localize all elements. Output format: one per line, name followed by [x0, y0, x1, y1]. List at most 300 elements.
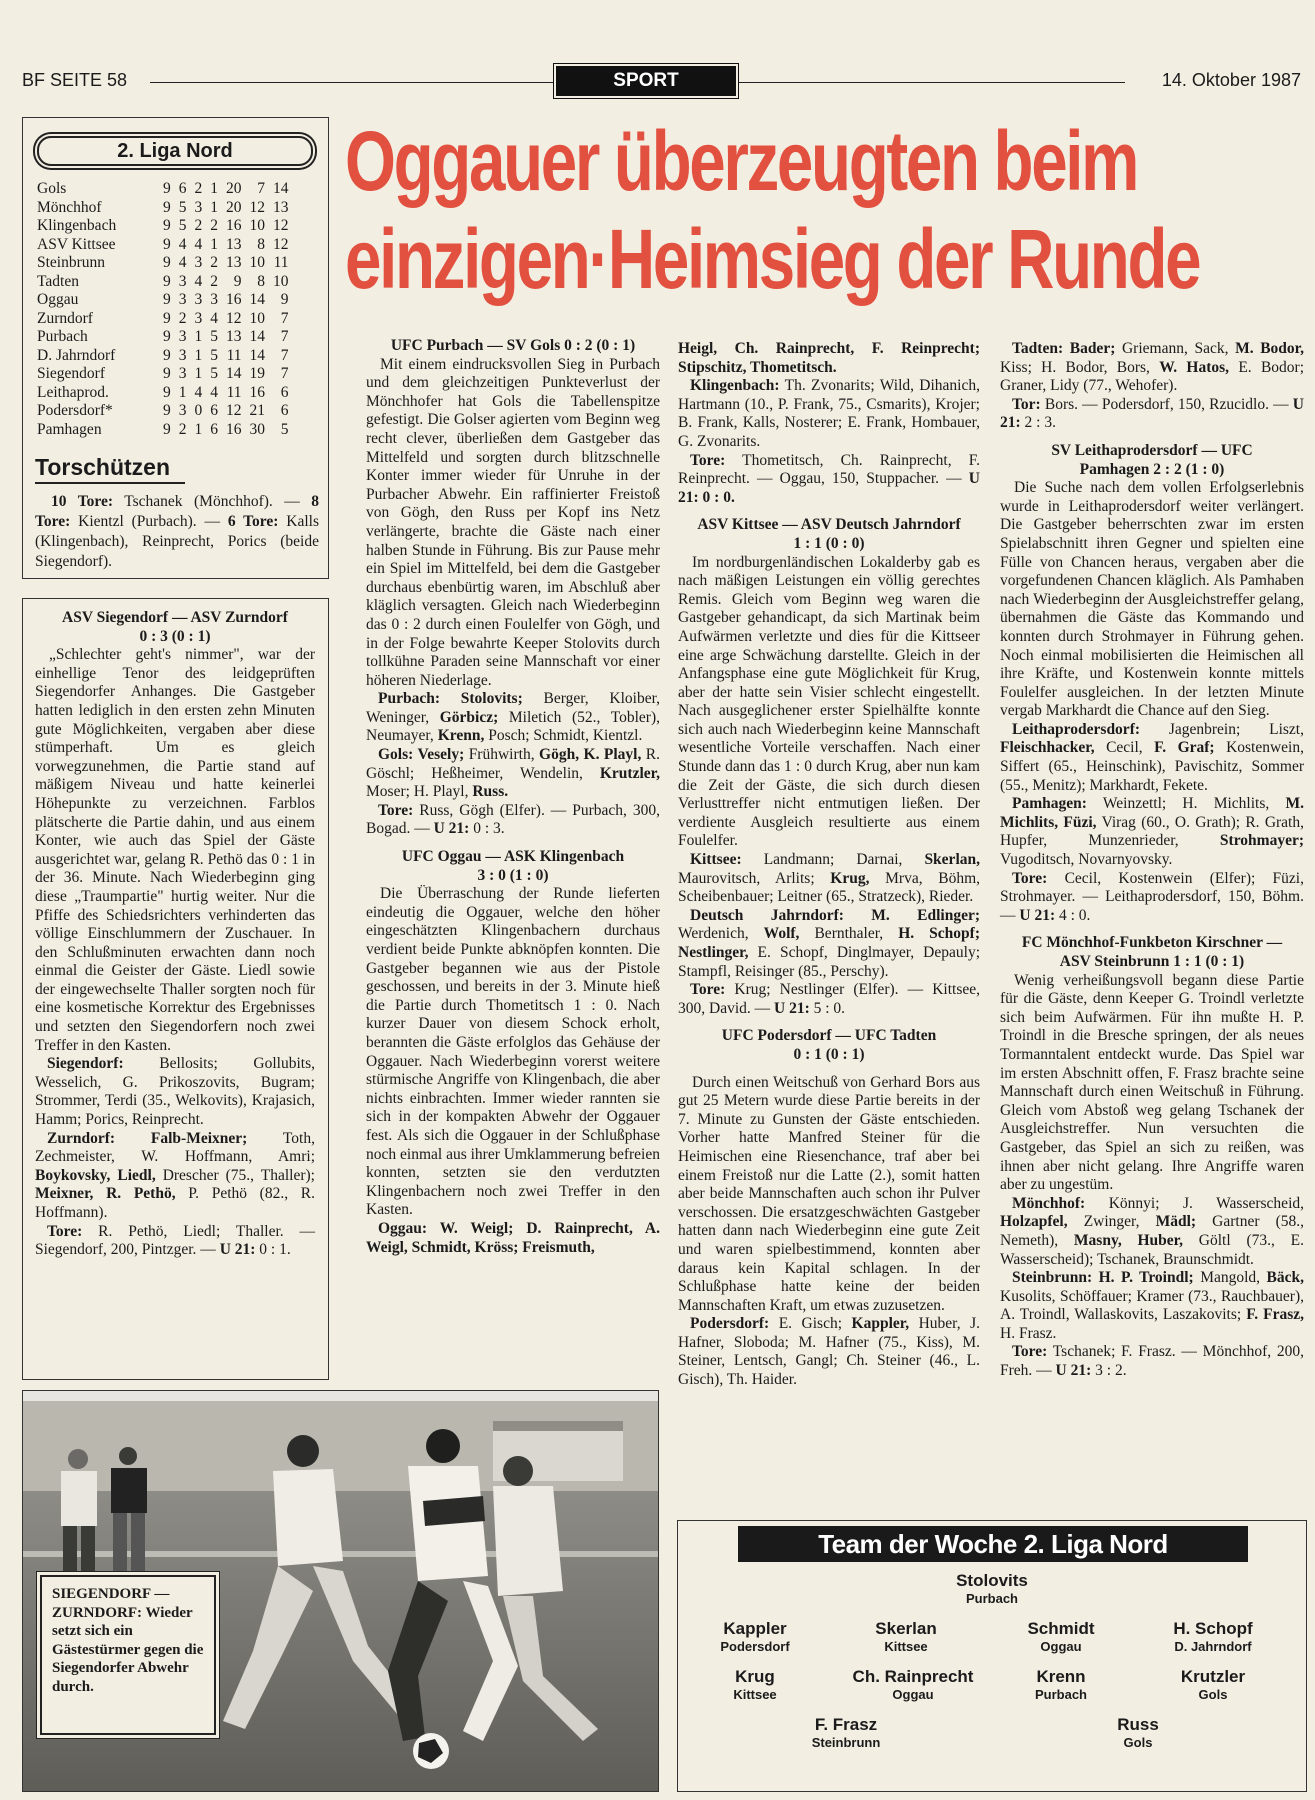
lineup-team: Pamhagen: [1012, 795, 1087, 813]
lineup-players: Th. Zvonarits; Wild, Dihanich, Hartmann (10., P. Frank, 75., Csmarits), Krojer; B. Frank, Kalls, Nosterer; E. Frank, Hombauer, G. Zvonarits. [678, 377, 980, 450]
stat-cell: 9 [163, 217, 171, 234]
goals-text: Krug; Nestlinger (Elfer). — Kittsee, 300, David. — [678, 981, 980, 1017]
player-club: Kittsee [733, 1687, 777, 1702]
team-name: Pamhagen [37, 420, 102, 438]
lineup-players: Könnyi; J. Wasserscheid, [1085, 1194, 1304, 1212]
player-name: Kappler [723, 1619, 787, 1638]
standings-row [35, 421, 293, 440]
stat-cell: 1 [194, 365, 203, 382]
stat-cell: 5 [210, 346, 218, 364]
stat-cell: 7 [280, 328, 289, 345]
lineup-players: Kusolits, Schöffauer; Kramer (73., Rauchbauer), A. Troindl, Wallaskovits, Laszakovits; [1000, 1287, 1304, 1324]
scorers-b1: 10 Tore: [51, 493, 114, 510]
stat-cell: 2 [210, 254, 218, 271]
stat-cell: 14 [226, 365, 242, 382]
lineup-players: H. Frasz. [1000, 1324, 1057, 1342]
player-club: D. Jahrndorf [1174, 1639, 1252, 1654]
stat-cell: 11 [273, 254, 289, 271]
goals-label: Tore: [1012, 1343, 1048, 1361]
match-score: ASV Steinbrunn 1 : 1 (0 : 1) [1059, 953, 1245, 970]
stat-cell: 1 [210, 180, 218, 197]
standings-row [35, 199, 293, 218]
match-score: Pamhagen 2 : 2 (1 : 0) [1079, 460, 1225, 478]
lineup-players: E. Schopf, Dinglmayer, Depauly; Stampfl, Reisinger (85., Perschy). [678, 944, 980, 980]
stat-cell: 11 [226, 383, 242, 401]
match-score: 1 : 1 (0 : 0) [793, 534, 865, 552]
team-player [1063, 1715, 1213, 1751]
u21-label: U 21: [1055, 1362, 1092, 1380]
lineup-team: Siegendorf: [47, 1055, 124, 1073]
stat-cell: 9 [163, 254, 171, 271]
stat-cell: 9 [163, 180, 171, 197]
stat-cell: 9 [163, 272, 171, 290]
lineup-bold: Russ. [472, 783, 509, 801]
team-player [680, 1619, 830, 1655]
stat-cell: 1 [210, 198, 218, 216]
lineup-players: Landmann; Darnai, [741, 851, 925, 869]
team-of-week-box [677, 1520, 1307, 1792]
match-title: UFC Purbach — SV Gols 0 : 2 (0 : 1) [390, 337, 636, 354]
stat-cell: 9 [280, 291, 289, 308]
standings-row [35, 310, 293, 329]
lineup-players: Weinzettl; H. Michlits, [1086, 795, 1286, 813]
report-text: Mit einem eindrucksvollen Sieg in Purbach und dem gleichzeitigen Punkteverlust der Mönchhofer hat Gols die Tabellenspitze gefestigt. Die Golser agierten vom Beginn weg recht clever, überließen dem Gastgeber das Mittelfeld und sorgten durch blitzschnelle Konter immer wieder für Unruhe in der Purbacher Abwehr. Ein raffinierter Freistoß von Gögh, den Russ per Kopf ins Netz verlängerte, brachte die Gäste nach einer halben Stunde in Führung. Bis zur Pause mehr ein Spiel im Mittelfeld, bei dem die Gastgeber durchaus ebenbürtig waren, im Abschluß aber kläglich versagten. Gleich nach Wiederbeginn das 0 : 2 durch einen Foulelfer von Gögh, und in der Folge bewahrte Keeper Stolovits durch tollkühne Paraden seine Mannschaft vor einer höheren Niederlage. [366, 355, 660, 689]
standings-title: 2. Liga Nord [37, 136, 313, 166]
player-name: Krug [735, 1667, 775, 1686]
lineup-players: Cecil, [1094, 739, 1155, 757]
lineup-team: Deutsch Jahrndorf: M. Edlinger; [690, 906, 980, 924]
stat-cell: 0 [194, 402, 203, 419]
stat-cell: 8 [257, 272, 265, 290]
stat-cell: 7 [280, 346, 289, 364]
stat-cell: 2 [194, 180, 203, 197]
headline [345, 112, 1200, 308]
report-text: Die Überraschung der Runde lieferten eindeutig die Oggauer, welche den höher eingeschätzten Klingenbachern durchaus verdient beide Punkte abknöpfen konnten. Die Gastgeber begannen wie aus der Pistole geschossen, und bereits in der 3. Minute hieß die Partie durch Thometitsch 1 : 0. Nach kurzer Dauer von diesem Schock erholt, berannten die Gäste erfolglos das Gehäuse der Oggauer. Nach Wiederbeginn vorerst weitere stürmische Angriffe von Klingenbach, die aber nichts einbrachten. Immer wieder rannten sie sich in der kompakten Abwehr der Oggauer fest. Als sich die Oggauer in der Schlußphase noch einmal aus ihrer Umklammerung befreien konnten, setzten sie den verdutzten Klingenbachern noch zwei Treffer in den Kasten. [366, 885, 660, 1219]
lineup-players: R. Göschl; Heßheimer, Wendelin, [366, 746, 660, 782]
stat-cell: 1 [194, 420, 203, 438]
lineup-bold: Bäck, [1266, 1269, 1304, 1287]
scorers-t3: Kalls (Klingenbach), Reinprecht, Porics (beide Siegendorf). [35, 513, 319, 570]
team-name: Purbach [37, 328, 88, 345]
lineup-players: Jagenbrein; Liszt, [1140, 720, 1304, 738]
u21-score: 5 : 0. [809, 999, 846, 1017]
stat-cell: 13 [226, 254, 242, 271]
stat-cell: 6 [280, 383, 289, 401]
lineup-bold: F. Frasz, [1246, 1306, 1304, 1324]
lineup-players: Moser; H. Playl, [366, 783, 473, 801]
stat-cell: 6 [210, 420, 218, 438]
lineup-bold: Skerlan, [924, 851, 980, 869]
stat-cell: 9 [233, 272, 242, 290]
lineup-bold: M. Bodor, [1235, 340, 1304, 357]
column-2 [366, 337, 660, 1257]
stat-cell: 3 [210, 291, 218, 308]
stat-cell: 3 [178, 328, 187, 345]
lineup-bold: H. Schopf; Nestlinger, [678, 925, 980, 961]
lineup-bold: Heigl, Ch. Rainprecht, F. Reinprecht; Stipschitz, Thometitsch. [678, 340, 980, 376]
stat-cell: 14 [249, 291, 265, 308]
lineup-players: Bellosits; Gollubits, Wesselich, G. Prikoszovits, Bugram; Strommer, Terdi (35., Welkovits), Krajasich, Hamm; Porics, Reinprecht. [35, 1055, 315, 1129]
team-player [917, 1571, 1067, 1607]
scorers-underline [35, 482, 185, 484]
lineup-bold: Masny, Huber, [1073, 1231, 1184, 1249]
lineup-players: Göltl (73., E. Wasserscheid); Tschanek, Braunschmidt. [1000, 1231, 1305, 1268]
u21-score: 2 : 3. [1020, 414, 1056, 432]
stat-cell: 9 [163, 198, 171, 216]
stat-cell: 7 [280, 365, 289, 382]
standings-row [35, 328, 293, 347]
u21-label: U 21: [1000, 395, 1304, 432]
lineup-bold: Gögh, K. Playl, [539, 746, 642, 764]
stat-cell: 9 [163, 383, 171, 401]
match-title: SV Leithaprodersdorf — UFC [1051, 441, 1253, 459]
match-title: UFC Oggau — ASK Klingenbach [401, 848, 625, 866]
standings-row [35, 402, 293, 421]
stat-cell: 1 [210, 235, 218, 253]
lineup-bold: Wolf, [763, 925, 800, 943]
player-club: Purbach [965, 1591, 1018, 1606]
lineup-bold: Krenn, [437, 727, 485, 745]
lineup-players: Frühwirth, [464, 746, 540, 764]
stat-cell: 11 [226, 346, 242, 364]
standings-row [35, 347, 293, 366]
report-text: Durch einen Weitschuß von Gerhard Bors aus gut 25 Metern wurde diese Partie bereits in der 7. Minute zu Gunsten der Gäste entschieden. Vorher hatte Manfred Steiner für die Heimischen eine Riesenchance, traf aber bei einem Freistoß nur die Latte (2.), somit hatten aber beide Mannschaften auch schon ihr Pulver verschossen. Die ersatzgeschwächten Gastgeber hatten dann nach Wiederbeginn eine gute Zeit und waren spielbestimmend, konnten aber daraus kein Kapital schlagen. In der Schlußphase hatte keine der beiden Mannschaften Kraft, um etwas zuzusetzen. [678, 1073, 980, 1314]
lineup-team: Leithaprodersdorf: [1012, 720, 1141, 738]
stat-cell: 12 [273, 217, 289, 234]
standings-row [35, 180, 293, 199]
report-text: Im nordburgenländischen Lokalderby gab es nach mäßigen Leistungen ein völlig gerechtes Remis. Gleich vom Beginn weg waren die Gastgeber gehandicapt, da sich Martinak beim Aufwärmen verletzte und dies für die Kittseer eine arge Schwächung darstellte. Gleich in der Anfangsphase eine gute Möglichkeit für Krug, aber der hatte sein Visier schlecht eingestellt. Nach ausgeglichener erster Spielhälfte konnte sich auch nach Wiederbeginn keine Mannschaft wesentliche Vorteile verschaffen. Nach einer Stunde dann das 1 : 0 durch Krug, aber nun kam die Zeit der Gäste, die sich durch diesen Verlusttreffer nicht entmutigen ließen. Der verdiente Ausgleich resultierte aus einem Foulelfer. [678, 553, 980, 850]
stat-cell: 4 [194, 383, 203, 401]
player-club: Gols [1123, 1735, 1153, 1750]
stat-cell: 1 [194, 346, 203, 364]
stat-cell: 2 [194, 217, 203, 234]
u21-score: 0 : 1. [255, 1241, 291, 1259]
standings-row [35, 273, 293, 292]
u21-score: 3 : 2. [1091, 1362, 1127, 1380]
stat-cell: 9 [163, 420, 171, 438]
lineup-bold: Mädl; [1155, 1213, 1197, 1231]
lineup-bold: Görbicz; [439, 708, 499, 726]
stat-cell: 4 [210, 383, 218, 401]
stat-cell: 5 [280, 420, 289, 438]
team-name: Leithaprod. [37, 383, 109, 401]
team-name: Siegendorf [37, 365, 106, 382]
stat-cell: 6 [280, 402, 289, 419]
match-title: ASV Kittsee — ASV Deutsch Jahrndorf [697, 516, 961, 534]
stat-cell: 14 [273, 180, 289, 197]
lineup-team: Steinbrunn: H. P. Troindl; [1012, 1269, 1194, 1287]
player-name: Skerlan [875, 1619, 937, 1638]
stat-cell: 3 [178, 272, 187, 290]
stat-cell: 7 [257, 180, 265, 197]
report-siegendorf-box [22, 598, 329, 1380]
lineup-team: Klingenbach: [690, 377, 780, 395]
stat-cell: 13 [273, 198, 289, 216]
stat-cell: 3 [178, 291, 187, 308]
player-club: Steinbrunn [811, 1735, 881, 1750]
stat-cell: 13 [226, 328, 242, 345]
stat-cell: 2 [210, 217, 218, 234]
lineup-players: Kiss; H. Bodor, Bors, [1000, 358, 1160, 376]
player-club: Oggau [892, 1687, 934, 1702]
section-label: SPORT [556, 66, 736, 96]
team-name: Tadten [37, 272, 79, 290]
lineup-players: E. Bodor; Graner, Lidy (77., Wehofer). [1000, 358, 1305, 395]
player-name: H. Schopf [1173, 1619, 1253, 1638]
report-text: „Schlechter geht's nimmer", war der einhellige Tenor des leidgeprüften Siegendorfer Anhanges. Die Gastgeber hatten lediglich in den ersten zehn Minuten gute Möglichkeiten, vergaben aber diese stümperhaft. Um es gleich vorwegzunehmen, die Partie stand auf mäßigem Niveau und hatte keinerlei Höhepunkte zu verzeichnen. Farblos plätscherte die Partie dahin, und aus einem Konter, wie auch das Spiel der Gäste ausgerichtet war, gelang R. Pethö das 0 : 1 in der 36. Minute. Nach Wiederbeginn ging diese „Traumpartie" hurtig weiter. Nur die Pfiffe des Schiedsrichters verhinderten das völlige Einschlummern der Zuschauer. In den Schlußminuten erwachten dann noch einmal die Geister der Gäste. Liedl sowie der eingewechselte Thaller sorgten noch für eine kosmetische Korrektur des Ergebnisses und setzten den Siegendorfern noch zwei Treffer in den Kasten. [35, 646, 315, 1054]
lineup-bold: Fleischhacker, [1000, 739, 1095, 757]
stat-cell: 21 [249, 402, 265, 419]
lineup-players: Drescher (75., Thaller); [155, 1166, 315, 1184]
team-player [828, 1667, 998, 1703]
team-player [986, 1667, 1136, 1703]
stat-cell: 9 [163, 235, 171, 253]
stat-cell: 10 [249, 217, 265, 234]
stat-cell: 16 [226, 420, 242, 438]
report-siegendorf [35, 609, 315, 1260]
stat-cell: 10 [249, 309, 265, 327]
lineup-players: Toth, Zechmeister, W. Hoffmann, Amri; [35, 1129, 315, 1166]
goals-label: Tore: [690, 981, 726, 999]
scorers-b3: 6 Tore: [227, 513, 279, 530]
team-name: Oggau [37, 291, 79, 308]
stat-cell: 4 [178, 235, 187, 253]
lineup-team: Mönchhof: [1012, 1194, 1086, 1212]
player-name: Schmidt [1027, 1619, 1095, 1638]
stat-cell: 2 [178, 420, 187, 438]
lineup-team: Purbach: Stolovits; [378, 690, 523, 708]
stat-cell: 20 [226, 198, 242, 216]
player-club: Oggau [1040, 1639, 1082, 1654]
u21-label: U 21: 0 : 0. [678, 470, 980, 506]
lineup-players: Mangold, [1193, 1269, 1267, 1287]
team-name: D. Jahrndorf [37, 346, 116, 364]
lineup-players: Gartner (58., Nemeth), [1000, 1213, 1305, 1249]
u21-label: U 21: [774, 999, 810, 1017]
lineup-bold: Holzapfel, [1000, 1213, 1068, 1231]
goals-label: Tor: [1012, 395, 1041, 413]
lineup-players: Kostenwein, Siffert (65., Heinschink), Pavischitz, Sommer (55., Menitz); Markhardt, Fekete. [1000, 739, 1304, 794]
match-title: UFC Podersdorf — UFC Tadten [721, 1027, 937, 1045]
team-player [1138, 1667, 1288, 1703]
team-name: ASV Kittsee [37, 235, 116, 253]
stat-cell: 3 [194, 198, 203, 216]
stat-cell: 9 [163, 309, 171, 327]
stat-cell: 4 [178, 254, 187, 271]
player-name: Ch. Rainprecht [852, 1667, 974, 1686]
player-club: Gols [1198, 1687, 1228, 1702]
player-name: Russ [1117, 1715, 1159, 1734]
scorers-t1: Tschanek (Mönchhof). — [113, 493, 312, 510]
headline-line-2: einzigen·Heimsieg der Runde [345, 212, 1200, 306]
stat-cell: 19 [249, 365, 265, 382]
u21-score: 4 : 0. [1055, 906, 1091, 924]
goals-text: Tschanek; F. Frasz. — Mönchhof, 200, Freh. — [1000, 1343, 1304, 1380]
goals-text: Bors. — Podersdorf, 150, Rzucidlo. — [1040, 395, 1293, 413]
lineup-team: Podersdorf: [690, 1315, 770, 1333]
standings-row [35, 236, 293, 255]
lineup-bold: W. Hatos, [1159, 358, 1230, 376]
stat-cell: 4 [210, 309, 218, 327]
lineup-players: Miletich (52., Tobler), Neumayer, [366, 708, 661, 745]
standings-table [35, 180, 293, 439]
stat-cell: 12 [226, 309, 242, 327]
team-name: Klingenbach [37, 217, 117, 234]
stat-cell: 20 [226, 180, 242, 197]
stat-cell: 6 [210, 402, 218, 419]
lineup-bold: F. Graf; [1154, 739, 1215, 757]
lineup-players: Werdenich, [678, 925, 764, 943]
stat-cell: 5 [178, 217, 187, 234]
stat-cell: 9 [163, 328, 171, 345]
stat-cell: 1 [194, 328, 203, 345]
stat-cell: 5 [210, 365, 218, 382]
scorers-b2: 8 Tore: [35, 493, 319, 530]
stat-cell: 14 [249, 328, 265, 345]
lineup-players: Griemann, Sack, [1115, 340, 1236, 357]
stat-cell: 7 [280, 309, 289, 327]
stat-cell: 14 [249, 346, 265, 364]
standings-row [35, 384, 293, 403]
team-player [1138, 1619, 1288, 1655]
lineup-bold: Boykovsky, Liedl, [35, 1166, 156, 1184]
player-name: Krutzler [1180, 1667, 1246, 1686]
goals-text: Thometitsch, Ch. Rainprecht, F. Reinprecht. — Oggau, 150, Stuppacher. — [678, 451, 980, 488]
lineup-players: Vugoditsch, Novarnyovsky. [1000, 851, 1173, 869]
standings-row [35, 291, 293, 310]
standings-box [22, 117, 329, 579]
photo-caption: SIEGENDORF — ZURNDORF: Wieder setzt sich ein Gästestürmer gegen die Siegendorfer Abwehr durch. [40, 1575, 216, 1735]
goals-label: Tore: [47, 1222, 83, 1240]
team-name: Steinbrunn [37, 254, 106, 271]
lineup-players: Posch; Schmidt, Kientzl. [484, 727, 643, 745]
player-name: Stolovits [956, 1571, 1028, 1590]
player-name: Krenn [1036, 1667, 1086, 1686]
stat-cell: 2 [178, 309, 187, 327]
standings-row [35, 254, 293, 273]
lineup-players: Virag (60., O. Grath); R. Grath, Hupfer, Munzenrieder, [1000, 813, 1304, 850]
goals-label: Tore: [1012, 869, 1048, 887]
stat-cell: 3 [194, 254, 203, 271]
lineup-players: Zwinger, [1067, 1213, 1156, 1231]
u21-label: U 21: [1019, 906, 1056, 924]
page-number: BF SEITE 58 [22, 70, 128, 90]
stat-cell: 12 [249, 198, 265, 216]
stat-cell: 13 [226, 235, 242, 253]
player-club: Kittsee [884, 1639, 928, 1654]
lineup-team: Gols: Vesely; [378, 746, 465, 764]
match-score: 0 : 1 (0 : 1) [793, 1045, 865, 1063]
lineup-players: Huber, J. Hafner, Sloboda; M. Hafner (75., Kiss), M. Steiner, Lentsch, Gangl; Ch. Steiner (46., L. Gisch), Th. Haider. [678, 1315, 980, 1389]
issue-date: 14. Oktober 1987 [1154, 70, 1301, 91]
stat-cell: 10 [249, 254, 265, 271]
goals-text: Russ, Gögh (Elfer). — Purbach, 300, Bogad. — [366, 801, 660, 838]
lineup-players: E. Gisch; [769, 1315, 852, 1333]
team-name: Podersdorf* [37, 402, 113, 419]
team-name: Gols [37, 180, 67, 197]
lineup-players: Maurovitsch, Arlits; [678, 869, 831, 887]
stat-cell: 1 [178, 383, 187, 401]
player-club: Podersdorf [720, 1639, 790, 1654]
lineup-team: Oggau: W. Weigl; D. Rainprecht, A. Weigl, Schmidt, Kröss; Freismuth, [366, 1219, 660, 1256]
stat-cell: 4 [194, 235, 203, 253]
stat-cell: 3 [194, 291, 203, 308]
lineup-bold: Krutzler, [599, 764, 660, 782]
stat-cell: 3 [194, 309, 203, 327]
stat-cell: 3 [178, 365, 187, 382]
stat-cell: 12 [273, 235, 289, 253]
u21-label: U 21: [433, 820, 470, 838]
team-player [771, 1715, 921, 1751]
stat-cell: 6 [178, 180, 187, 197]
stat-cell: 9 [163, 346, 171, 364]
stat-cell: 8 [257, 235, 265, 253]
stat-cell: 30 [249, 420, 265, 438]
lineup-team: Kittsee: [690, 851, 742, 869]
stat-cell: 3 [178, 346, 187, 364]
standings-row [35, 365, 293, 384]
stat-cell: 16 [249, 383, 265, 401]
goals-label: Tore: [378, 801, 414, 819]
stat-cell: 4 [194, 272, 203, 290]
goals-text: Cecil, Kostenwein (Elfer); Füzi, Strohmayer. — Leithaprodersdorf, 150, Böhm. — [1000, 869, 1304, 924]
player-club: Purbach [1034, 1687, 1087, 1702]
match-score: 3 : 0 (1 : 0) [477, 866, 549, 884]
report-text: Die Suche nach dem vollen Erfolgserlebnis wurde in Leithaprodersdorf weiter verlängert. Die Gastgeber beherrschten zwar im ersten Spielabschnitt ihren Gegner und spielten eine Fülle von Chancen heraus, vergaben aber die vorgefundenen Chancen kläglich. Als Pamhaben nach Wiederbeginn der Ausgleichstreffer gelang, übernahmen die Gäste das Kommando und konnten durch Strohmayer in Führung gehen. Noch einmal mobilisierten die Heimischen all ihre Kräfte, und Kostenwein konnte mittels Foulelfer ausgleichen. In der letzten Minute vergab Markhardt die Chance auf den Sieg. [1000, 479, 1304, 720]
column-3 [678, 340, 980, 1390]
team-player [680, 1667, 830, 1703]
match-title: ASV Siegendorf — ASV Zurndorf [62, 609, 288, 626]
goals-text: R. Pethö, Liedl; Thaller. — Siegendorf, 200, Pintzger. — [35, 1222, 315, 1259]
lineup-team: Zurndorf: Falb-Meixner; [47, 1129, 248, 1147]
team-player [831, 1619, 981, 1655]
stat-cell: 9 [163, 402, 171, 419]
lineup-players: P. Pethö (82., R. Hoffmann). [35, 1185, 315, 1221]
lineup-players: Berger, Kloiber, Weninger, [366, 690, 660, 726]
stat-cell: 3 [178, 402, 187, 419]
stat-cell: 12 [226, 402, 242, 419]
u21-score: 0 : 3. [469, 820, 505, 838]
team-name: Zurndorf [37, 309, 93, 327]
report-text: Wenig verheißungsvoll begann diese Partie für die Gäste, denn Keeper G. Troindl verletzte sich beim Aufwärmen. Für ihn mußte H. P. Troindl in die Bresche springen, der als neues Tormanntalent entdeckt wurde. Das Spiel war im ersten Abschnitt offen, F. Frasz brachte seine Mannschaft durch einen Weitschuß in Führung. Gleich vom Abstoß weg gelang Tschanek der Ausgleichstreffer. Nun versuchten die Gastgeber, das Spiel an sich zu reißen, was ihnen aber nicht gelang. Ihre Angriffe waren aber zu ungestüm. [1000, 971, 1304, 1194]
team-name: Mönchhof [37, 198, 102, 216]
lineup-players: Mrva, Böhm, Scheibenbauer; Leitner (65., Stratzeck), Rieder. [678, 869, 981, 906]
match-score: 0 : 3 (0 : 1) [139, 627, 211, 645]
lineup-bold: Meixner, R. Pethö, [35, 1185, 176, 1203]
headline-line-1: Oggauer überzeugten beim [345, 114, 1138, 208]
player-name: F. Frasz [814, 1715, 878, 1734]
lineup-team: Tadten: Bader; [1012, 340, 1116, 357]
stat-cell: 16 [226, 217, 242, 234]
lineup-players: Bernthaler, [799, 925, 899, 943]
u21-label: U 21: [219, 1241, 256, 1259]
scorers-text [35, 492, 319, 572]
stat-cell: 5 [178, 198, 187, 216]
stat-cell: 2 [210, 272, 218, 290]
lineup-bold: Krug, [830, 869, 870, 887]
stat-cell: 5 [210, 328, 218, 345]
match-title: FC Mönchhof-Funkbeton Kirschner — [1021, 934, 1283, 952]
goals-label: Tore: [690, 451, 726, 469]
lineup-bold: Strohmayer; [1219, 832, 1304, 850]
team-player [986, 1619, 1136, 1655]
stat-cell: 9 [163, 365, 171, 382]
scorers-title: Torschützen [35, 454, 171, 480]
stat-cell: 9 [163, 291, 171, 308]
lineup-bold: Kappler, [851, 1315, 910, 1333]
stat-cell: 16 [226, 291, 242, 308]
scorers-t2: Kientzl (Purbach). — [70, 513, 228, 530]
